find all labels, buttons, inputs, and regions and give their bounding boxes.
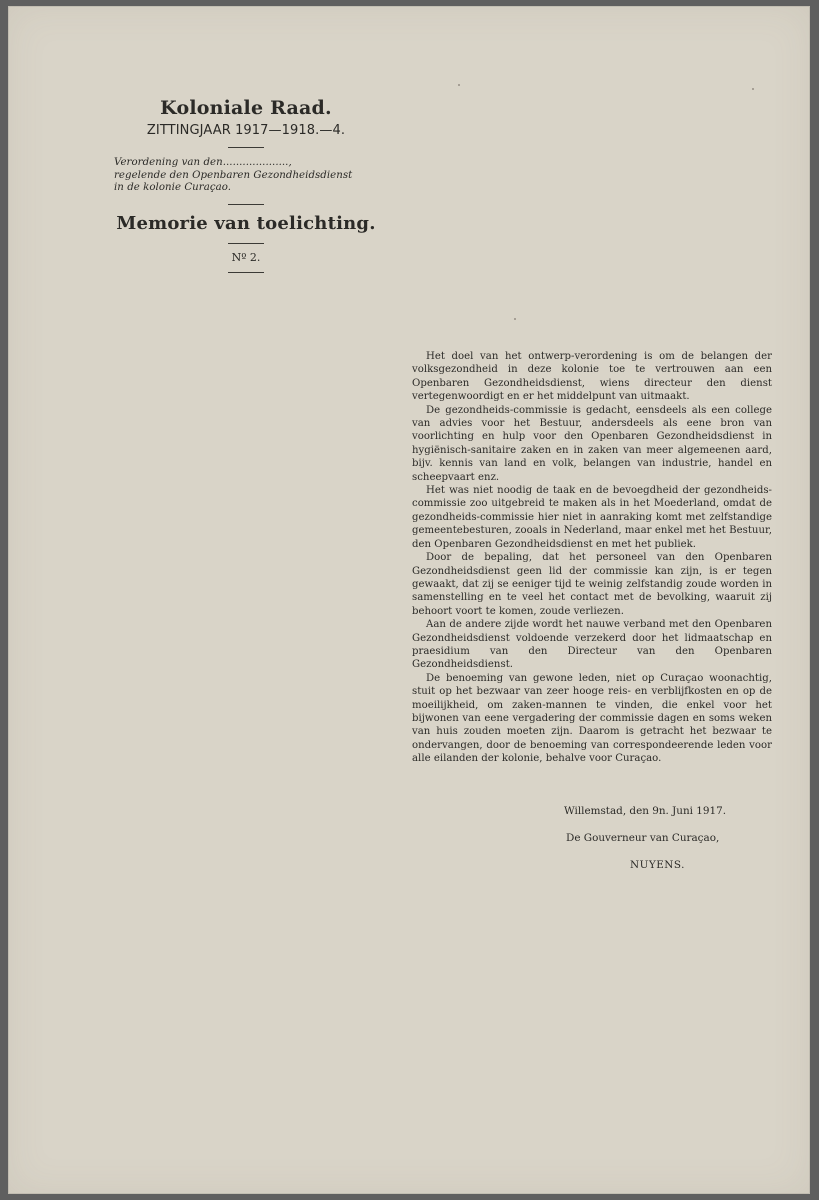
memorandum-paragraph: De gezondheids-commissie is gedacht, eensdeels als een college van advies voor het Bestuur, andersdeels als eene bron van voorlichting en hulp voor den Openbaren Gezondheidsdienst in hygiënisch-sanitaire zaken en in zaken van meer algemeenen aard, bijv. kennis van land en volk, belangen van industrie, handel en scheepvaart enz. bbox=[412, 404, 772, 483]
document-number: Nº 2. bbox=[231, 250, 261, 264]
memoir-title: Memorie van toelichting. bbox=[116, 212, 376, 234]
paper-speck bbox=[514, 318, 516, 320]
document-page bbox=[8, 6, 810, 1194]
ordinance-line: in de kolonie Curaçao. bbox=[114, 182, 232, 194]
header-divider bbox=[228, 204, 264, 205]
ordinance-line: Verordening van den...................., bbox=[114, 157, 292, 169]
session-year: ZITTINGJAAR 1917—1918.—4. bbox=[146, 122, 346, 138]
memorandum-paragraph: Door de bepaling, dat het personeel van den Openbaren Gezondheidsdienst geen lid der commissie kan zijn, is er tegen gewaakt, dat zij se eeniger tijd te weinig zelfstandig zoude worden in samenstelling en te veel het contact met de bevolking, waaruit zij behoort voort te komen, zoude verliezen. bbox=[412, 552, 772, 617]
ordinance-description bbox=[114, 157, 376, 194]
header-divider bbox=[228, 147, 264, 148]
ordinance-line: regelende den Openbaren Gezondheidsdienst bbox=[114, 169, 353, 181]
governor-name: NUYENS. bbox=[630, 859, 685, 871]
explanatory-memorandum-text bbox=[412, 350, 772, 766]
paper-speck bbox=[752, 88, 754, 90]
memorandum-paragraph: Het was niet noodig de taak en de bevoegdheid der gezondheids-commissie zoo uitgebreid te maken als in het Moederland, omdat de gezondheids-commissie hier niet in aanraking komt met zelfstandige gemeentebesturen, zooals in Nederland, maar enkel met het Bestuur, den Openbaren Gezondheidsdienst en met het publiek. bbox=[412, 485, 772, 550]
memorandum-paragraph: Aan de andere zijde wordt het nauwe verband met den Openbaren Gezondheidsdienst voldoende verzekerd door het lidmaatschap en praesidium van den Directeur van den Openbaren Gezondheidsdienst. bbox=[412, 619, 772, 671]
header-divider bbox=[228, 272, 264, 273]
place-date: Willemstad, den 9n. Juni 1917. bbox=[564, 805, 727, 817]
memorandum-paragraph: Het doel van het ontwerp-verordening is om de belangen der volksgezondheid in deze kolonie toe te vertrouwen aan een Openbaren Gezondheidsdienst, wiens directeur den dienst vertegenwoordigt en er het middelpunt van uitmaakt. bbox=[412, 351, 772, 403]
document-header bbox=[116, 98, 376, 282]
memorandum-paragraph: De benoeming van gewone leden, niet op Curaçao woonachtig, stuit op het bezwaar van zeer hooge reis- en verblijfkosten en op de moeilijkheid, om zaken-mannen te vinden, die enkel voor het bijwonen van eene vergadering der commissie dagen en soms weken van huis zouden moeten zijn. Daarom is getracht het bezwaar te ondervangen, door de benoeming van correspondeerende leden voor alle eilanden der kolonie, behalve voor Curaçao. bbox=[412, 672, 772, 765]
paper-speck bbox=[458, 84, 460, 86]
council-title: Koloniale Raad. bbox=[160, 97, 332, 119]
governor-title: De Gouverneur van Curaçao, bbox=[566, 832, 720, 844]
header-divider bbox=[228, 243, 264, 244]
signature-block bbox=[412, 798, 772, 879]
